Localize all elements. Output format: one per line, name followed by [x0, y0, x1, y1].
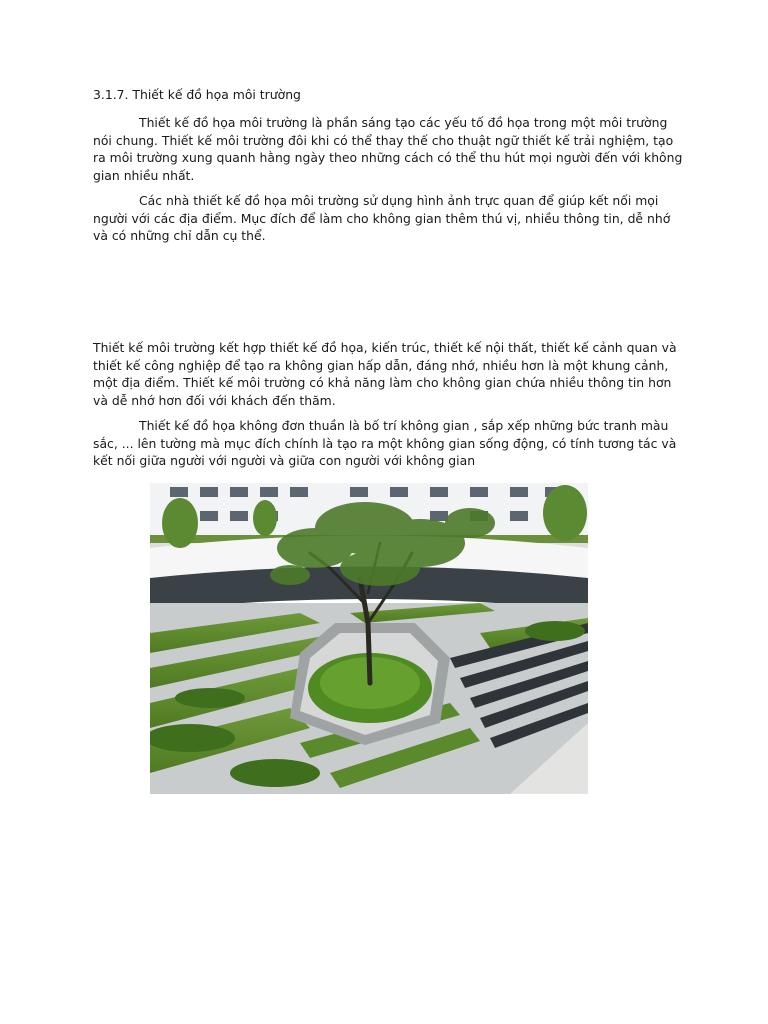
paragraph-4: Thiết kế đồ họa không đơn thuần là bố trí không gian , sắp xếp những bức tranh màu sắc, ... lên tường mà mục đích chính là tạo ra một không gian sống động, có tính tương tác và kết nối giữa người với người và giữa con người với không gian [93, 418, 677, 468]
section-heading: 3.1.7. Thiết kế đồ họa môi trường [93, 87, 301, 102]
paragraph-1: Thiết kế đồ họa môi trường là phần sáng tạo các yếu tố đồ họa trong một môi trường nói chung. Thiết kế môi trường đôi khi có thể thay thế cho thuật ngữ thiết kế trải nghiệm, tạo ra môi trường xung quanh hằng ngày theo những cách có thể thu hút mọi người đến với không gian nhiều nhất. [93, 115, 683, 183]
courtyard-landscape-photo [150, 483, 588, 794]
courtyard-photo-illustration [150, 483, 588, 794]
paragraph-3: Thiết kế môi trường kết hợp thiết kế đồ họa, kiến trúc, thiết kế nội thất, thiết kế cảnh quan và thiết kế công nghiệp để tạo ra không gian hấp dẫn, đáng nhớ, nhiều hơn là một khung cảnh, một địa điểm. Thiết kế môi trường có khả năng làm cho không gian chứa nhiều thông tin hơn và dễ nhớ hơn đối với khách đến thăm. [93, 340, 677, 408]
text-block-middle [93, 339, 683, 470]
paragraph-2: Các nhà thiết kế đồ họa môi trường sử dụng hình ảnh trực quan để giúp kết nối mọi người với các địa điểm. Mục đích để làm cho không gian thêm thú vị, nhiều thông tin, dễ nhớ và có những chỉ dẫn cụ thể. [93, 193, 671, 243]
text-block-top [93, 114, 683, 245]
